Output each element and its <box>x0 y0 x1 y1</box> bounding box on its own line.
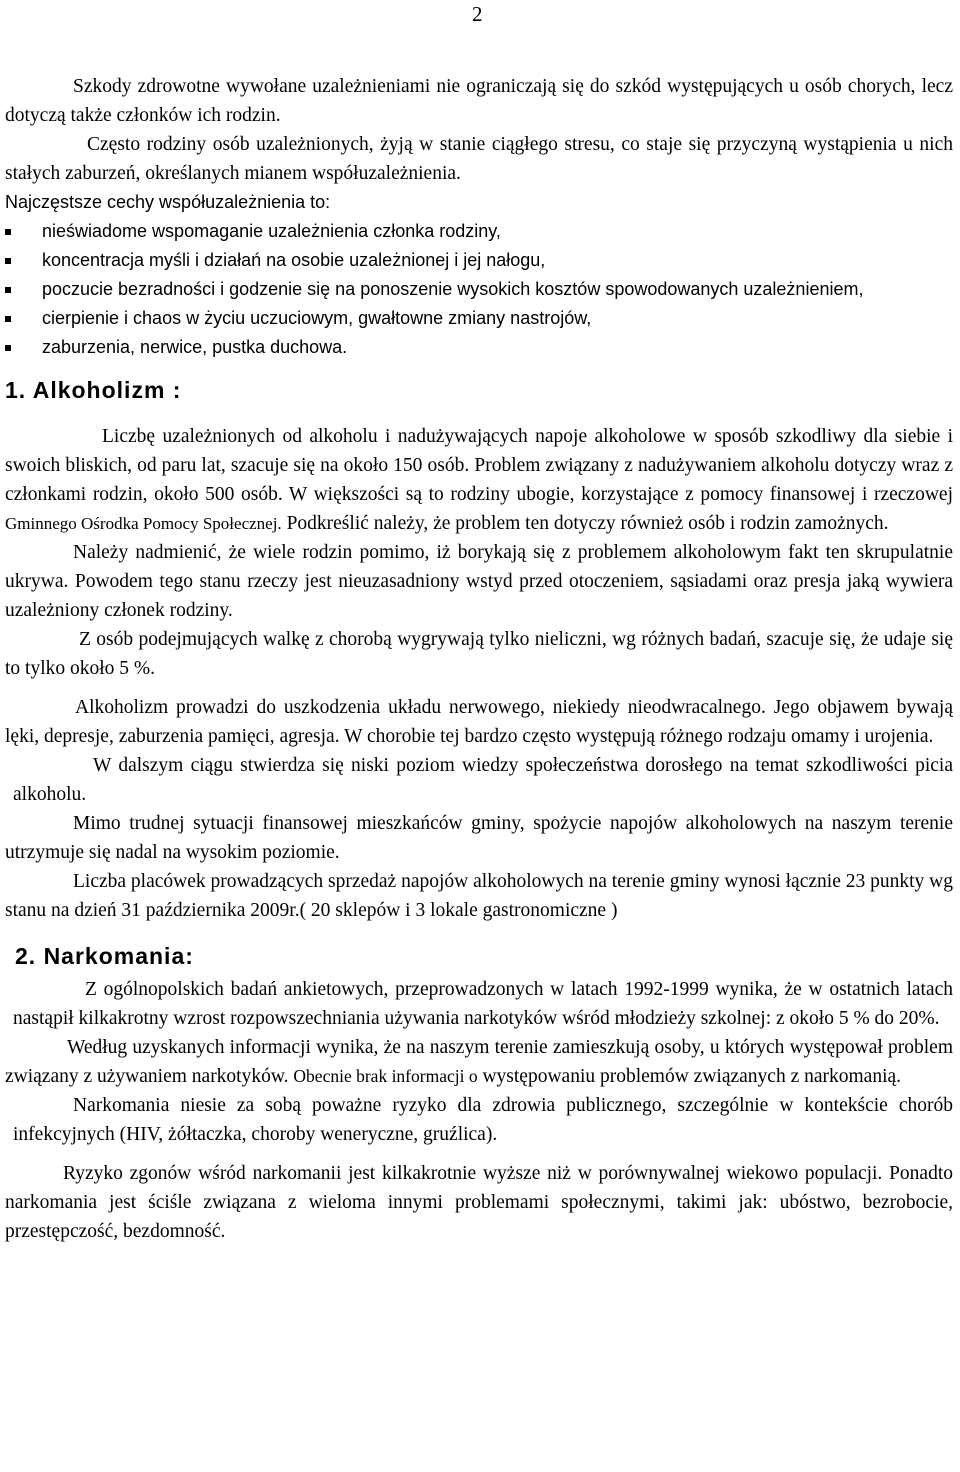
codependency-list <box>5 217 953 362</box>
alcoholism-paragraph-1-text-a: Liczbę uzależnionych od alkoholu i nadużywających napoje alkoholowe w sposób szkodliwy dla siebie i swoich bliskich, od paru lat, szacuje się na około 150 osób. Problem związany z nadużywaniem alkoholu dotyczy wraz z członkami rodzin, około 500 osób. W większości są to rodziny ubogie, korzystające z pomocy finansowej i rzeczowej <box>5 426 953 505</box>
list-item: zaburzenia, nerwice, pustka duchowa. <box>5 333 953 362</box>
alcoholism-paragraph-1-text-c: Podkreślić należy, że problem ten dotyczy również osób i rodzin zamożnych. <box>281 513 889 534</box>
drug-paragraph-2-text-a: Według uzyskanych informacji wynika, że na naszym terenie zamieszkują osoby, u których występował problem związany z używaniem narkotyków. <box>5 1037 953 1087</box>
document-body <box>5 72 953 1246</box>
alcoholism-paragraph-7: Liczba placówek prowadzących sprzedaż napojów alkoholowych na terenie gminy wynosi łącznie 23 punkty wg stanu na dzień 31 października 2009r.( 20 sklepów i 3 lokale gastronomiczne ) <box>5 871 953 921</box>
intro-paragraph-2: Często rodziny osób uzależnionych, żyją w stanie ciągłego stresu, co staje się przyczyną wystąpienia u nich stałych zaburzeń, określanych mianem współuzależnienia. <box>5 134 953 184</box>
list-item: koncentracja myśli i działań na osobie uzależnionej i jej nałogu, <box>5 246 953 275</box>
drug-paragraph-2-text-c: występowaniu problemów związanych z narkomanią. <box>477 1066 902 1087</box>
alcoholism-paragraph-4: Alkoholizm prowadzi do uszkodzenia układu nerwowego, niekiedy nieodwracalnego. Jego objawem bywają lęki, depresje, zaburzenia pamięci, agresja. W chorobie tej bardzo często występują różnego rodzaju omamy i urojenia. <box>5 697 953 747</box>
intro-paragraph-1: Szkody zdrowotne wywołane uzależnieniami nie ograniczają się do szkód występujących u osób chorych, lecz dotyczą także członków ich rodzin. <box>5 76 953 126</box>
alcoholism-paragraph-1 <box>5 422 953 538</box>
alcoholism-paragraph-3: Z osób podejmujących walkę z chorobą wygrywają tylko nieliczni, wg różnych badań, szacuje się, że udaje się to tylko około 5 %. <box>5 629 953 679</box>
alcoholism-paragraph-1-text-b: Gminnego Ośrodka Pomocy Społecznej. <box>5 514 282 533</box>
drug-addiction-section-cont <box>5 1091 953 1149</box>
list-item: cierpienie i chaos w życiu uczuciowym, gwałtowne zmiany nastrojów, <box>5 304 953 333</box>
alcoholism-paragraph-2: Należy nadmienić, że wiele rodzin pomimo, iż borykają się z problemem alkoholowym fakt ten skrupulatnie ukrywa. Powodem tego stanu rzeczy jest nieuzasadniony wstyd przed otoczeniem, sąsiadami oraz presja jaką wywiera uzależniony członek rodziny. <box>5 542 953 621</box>
section-heading-alcoholism: 1. Alkoholizm : <box>5 377 182 403</box>
list-item: nieświadome wspomaganie uzależnienia członka rodziny, <box>5 217 953 246</box>
drug-paragraph-1: Z ogólnopolskich badań ankietowych, przeprowadzonych w latach 1992-1999 wynika, że w ostatnich latach nastąpił kilkakrotny wzrost rozpowszechniania używania narkotyków wśród młodzieży szkolnej: z około 5 % do 20%. <box>13 979 953 1029</box>
codependency-list-heading: Najczęstsze cechy współuzależnienia to: <box>5 192 331 212</box>
drug-addiction-section <box>5 975 953 1033</box>
drug-paragraph-2 <box>5 1033 953 1091</box>
drug-paragraph-2-text-b: Obecnie brak informacji o <box>293 1066 478 1086</box>
drug-paragraph-4: Ryzyko zgonów wśród narkomanii jest kilkakrotnie wyższe niż w porównywalnej wiekowo populacji. Ponadto narkomania jest ściśle związana z wieloma innymi problemami społecznymi, takimi jak: ubóstwo, bezrobocie, przestępczość, bezdomność. <box>5 1163 953 1242</box>
alcoholism-paragraph-6: Mimo trudnej sytuacji finansowej mieszkańców gminy, spożycie napojów alkoholowych na naszym terenie utrzymuje się nadal na wysokim poziomie. <box>5 813 953 863</box>
section-heading-drug-addiction: 2. Narkomania: <box>15 943 194 969</box>
drug-paragraph-3: Narkomania niesie za sobą poważne ryzyko dla zdrowia publicznego, szczególnie w kontekście chorób infekcyjnych (HIV, żółtaczka, choroby weneryczne, gruźlica). <box>13 1095 953 1145</box>
alcoholism-paragraph-5: W dalszym ciągu stwierdza się niski poziom wiedzy społeczeństwa dorosłego na temat szkodliwości picia alkoholu. <box>13 755 953 805</box>
page-number: 2 <box>472 2 483 26</box>
list-item: poczucie bezradności i godzenie się na ponoszenie wysokich kosztów spowodowanych uzależnieniem, <box>5 275 953 304</box>
